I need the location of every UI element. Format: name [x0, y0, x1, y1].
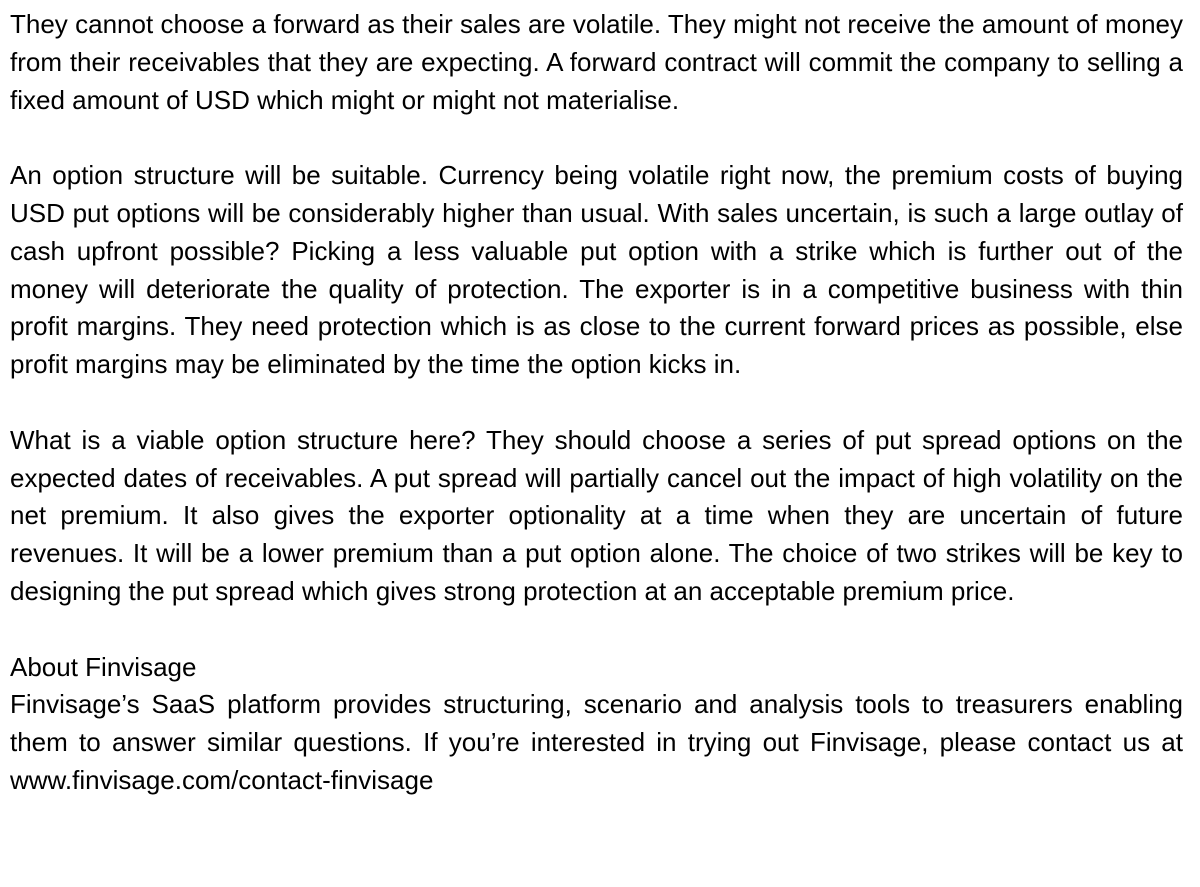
- about-section: [10, 649, 1183, 800]
- article-body: [10, 6, 1183, 800]
- paragraph-option-structure: An option structure will be suitable. Currency being volatile right now, the premium costs of buying USD put options will be considerably higher than usual. With sales uncertain, is such a large outlay of cash upfront possible? Picking a less valuable put option with a strike which is further out of the money will deteriorate the quality of protection. The exporter is in a competitive business with thin profit margins. They need protection which is as close to the current forward prices as possible, else profit margins may be eliminated by the time the option kicks in.: [10, 160, 1183, 380]
- about-heading: About Finvisage: [10, 651, 197, 682]
- paragraph-put-spread: What is a viable option structure here? They should choose a series of put spread options on the expected dates of receivables. A put spread will partially cancel out the impact of high volatility on the net premium. It also gives the exporter optionality at a time when they are uncertain of future revenues. It will be a lower premium than a put option alone. The choice of two strikes will be key to designing the put spread which gives strong protection at an acceptable premium price.: [10, 424, 1183, 606]
- paragraph-forward-unsuitable: They cannot choose a forward as their sales are volatile. They might not receive the amount of money from their receivables that they are expecting. A forward contract will commit the company to selling a fixed amount of USD which might or might not materialise.: [10, 9, 1183, 115]
- about-body: Finvisage’s SaaS platform provides structuring, scenario and analysis tools to treasurers enabling them to answer similar questions. If you’re interested in trying out Finvisage, please contact us at www.finvisage.com/contact-finvisage: [10, 689, 1183, 795]
